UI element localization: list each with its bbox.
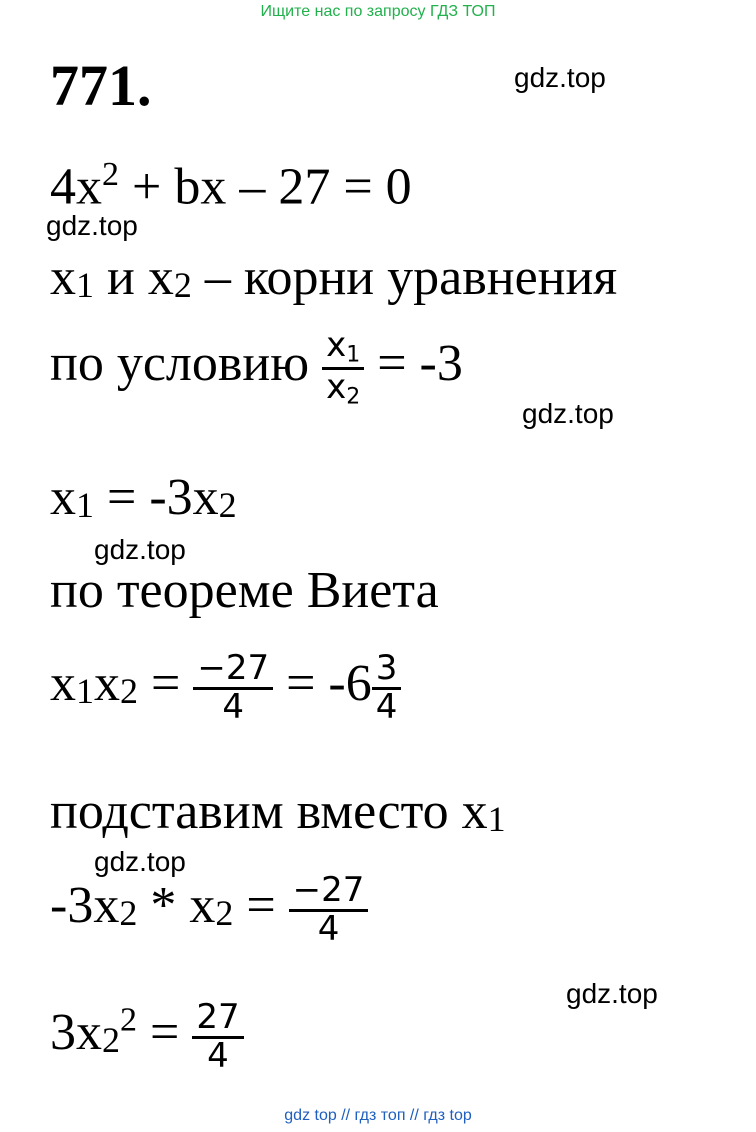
vieta-product-line: $x_1x_2$ = $\frac{-27}{4}$ = -6 $\frac{3}{4}$ bbox=[50, 651, 401, 725]
watermark: gdz.top bbox=[94, 846, 186, 877]
watermark: gdz.top bbox=[46, 210, 138, 241]
mixed-fraction: $\frac{3}{4}$ bbox=[372, 651, 402, 725]
product-fraction: $\frac{-27}{4}$ bbox=[193, 651, 273, 725]
substitute-heading: подставим вместо $x_1$ bbox=[50, 783, 506, 840]
condition-line: по условию $\frac{x_1}{x_2}$ = -3 bbox=[50, 325, 463, 410]
watermark: gdz.top bbox=[522, 398, 614, 429]
vieta-heading: по теореме Виета bbox=[50, 562, 439, 619]
watermark: gdz.top bbox=[566, 978, 658, 1009]
final-line: $3x_2^2$ = $\frac{27}{4}$ bbox=[50, 1000, 244, 1074]
roots-line: $x_1$ и $x_2$ – корни уравнения bbox=[50, 249, 618, 306]
problem-number: 771. bbox=[50, 53, 152, 118]
relation-line: $x_1 = -3x_2$ bbox=[50, 469, 237, 526]
footer-links[interactable]: gdz top // гдз топ // гдз top bbox=[284, 1107, 472, 1124]
substituted-fraction: $\frac{-27}{4}$ bbox=[289, 873, 369, 947]
final-fraction: $\frac{27}{4}$ bbox=[192, 1000, 243, 1074]
substituted-line: $-3x_2 * x_2$ = $\frac{-27}{4}$ bbox=[50, 873, 368, 947]
ratio-fraction: $\frac{x_1}{x_2}$ bbox=[322, 328, 364, 408]
search-banner: Ищите нас по запросу ГДЗ ТОП bbox=[260, 3, 496, 20]
equation-line: $4x^2$ + bx – 27 = 0 bbox=[50, 156, 412, 216]
watermark: gdz.top bbox=[514, 62, 606, 93]
watermark: gdz.top bbox=[94, 534, 186, 565]
